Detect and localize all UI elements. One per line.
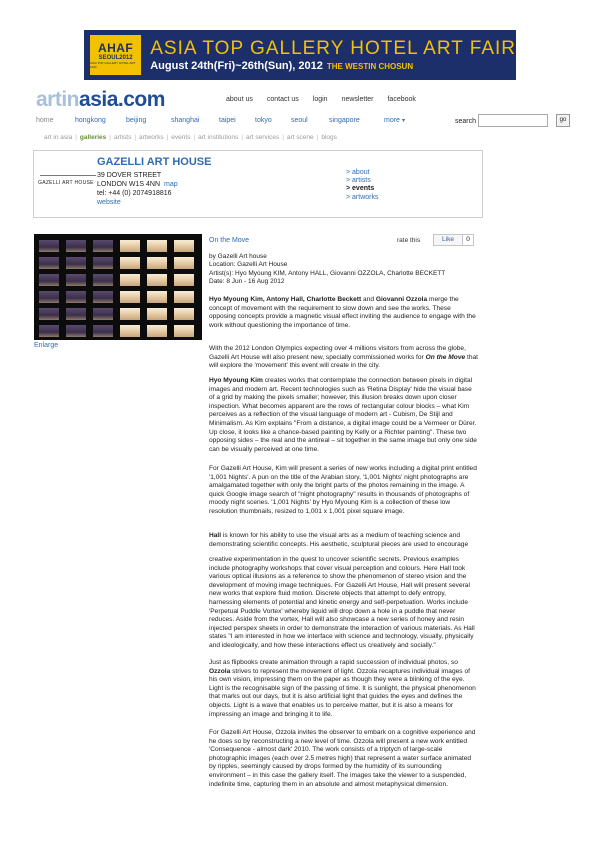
p7-b: strives to represent the movement of light. Ozzola recaptures individual images of his own vision, impressing them on the paper as though they were a blinking of the eye. Light is the recognisable sign of the passing of time. It is sunlight, the physical phenomenon that marks out our days, but it is also artificial light that guides the eyes and defines the objects. Light is a wave that enables us to perceive matter, but it is also a means for impressing an image and bringing it to life.	[209, 667, 476, 718]
about-us-link[interactable]: about us	[226, 96, 253, 103]
gallery-logo: GAZELLI ART HOUSE	[38, 180, 94, 186]
photo-thumbnail	[66, 308, 86, 320]
paragraph-4: For Gazelli Art House, Kim will present a series of new works including a digital print entitled '1,001 Nights'. A pun on the title of the Arabian story, '1,001 Nights' night photographs are amalgamated together with only the bright parts of the photos remaining in the image. A quick Google image search of "night photography" results in thousands of photographs of moody night scenes. '1,001 Nights' by Hyo Myoung Kim is a collection of these low resolution thumbnails, resized to 1,001 x 1,001 pixel square image.	[209, 465, 477, 515]
photo-thumbnail	[39, 274, 59, 286]
enlarge-link[interactable]: Enlarge	[34, 342, 59, 349]
event-date: Date: 8 Jun - 16 Aug 2012	[209, 278, 285, 286]
photo-thumbnail	[120, 240, 140, 252]
paragraph-8: For Gazelli Art House, Ozzola invites the observer to embark on a cognitive experience and he does so by reconstructing a new level of time. Ozzola will present a new work entitled 'Consequence - almost dark' 2010. The work consists of a triptych of large-scale photographic images (each over 2.5 metres high) that represent a water surface animated by ripples, seemingly caused by drops formed by the humidity of its surrounding environment – in this case the gallery itself. The images take the viewer to a suspended, indefinite time, capturing them in an absolute and almost metaphysical dimension.	[209, 729, 476, 788]
login-link[interactable]: login	[312, 96, 328, 103]
photo-thumbnail	[93, 257, 113, 269]
nav-tokyo[interactable]: tokyo	[255, 117, 272, 124]
paragraph-7	[209, 659, 479, 719]
photo-thumbnail	[39, 325, 59, 337]
photo-thumbnail	[120, 291, 140, 303]
photo-thumbnail	[66, 257, 86, 269]
subnav-separator: |	[75, 134, 77, 141]
photo-thumbnail	[147, 308, 167, 320]
gallery-events-link[interactable]: > events	[346, 185, 375, 193]
photo-thumbnail	[147, 240, 167, 252]
photo-thumbnail	[93, 274, 113, 286]
photo-thumbnail	[66, 325, 86, 337]
subnav-separator: |	[241, 134, 243, 141]
nav-singapore[interactable]: singapore	[329, 117, 360, 124]
photo-thumbnail	[93, 240, 113, 252]
subnav-art-scene[interactable]: art scene	[286, 134, 314, 141]
section-subnav	[44, 134, 337, 141]
site-logo[interactable]	[36, 88, 165, 112]
photo-thumbnail	[147, 291, 167, 303]
gallery-tel: tel: +44 (0) 2074918816	[97, 190, 172, 197]
photo-thumbnail	[66, 240, 86, 252]
nav-hongkong[interactable]: hongkong	[75, 117, 106, 124]
event-meta	[209, 253, 445, 287]
p3-rest: creates works that contemplate the connection between pixels in digital images and modern art. Recent technologies such as 'Retina Display' hide the visual base of a grid by making the pixels smaller; however, this illusion breaks down upon closer inspection. What becomes apparent are the rows of rectangular colour blocks – what Kim perceives as a reflection of the visual language of modern art - Cubism, De Stijl and Minimalism. As Kim explains "From a distance, a digital image could be a Vermeer or Dürer. Up close, it looks like a chance-based painting by Kelly or a Richter painting". These two opposing sides – the real and the antireal – sit together in the same image but only one side can be visually perceived at one time.	[209, 377, 477, 453]
photo-thumbnail	[120, 325, 140, 337]
gallery-artworks-link[interactable]: > artworks	[346, 193, 379, 201]
p1-names: Hyo Myoung Kim, Antony Hall, Charlotte Beckett	[209, 296, 362, 303]
nav-beijing[interactable]: beijing	[126, 117, 147, 124]
subnav-separator: |	[193, 134, 196, 141]
subnav-art-services[interactable]: art services	[245, 134, 280, 141]
paragraph-5	[209, 532, 479, 549]
like-button[interactable]: Like	[433, 234, 463, 246]
nav-home[interactable]: home	[36, 117, 54, 124]
gallery-address-2-row	[97, 180, 178, 189]
event-artists: Artist(s): Hyo Myoung KIM, Antony HALL, Giovanni OZZOLA, Charlotte BECKETT	[209, 269, 446, 277]
paragraph-2	[209, 345, 479, 371]
p2-b: On the Move	[425, 353, 466, 361]
subnav-separator: |	[109, 134, 111, 141]
banner-logo-small: ASIA TOP GALLERY HOTEL ART FAIR	[90, 61, 136, 69]
banner-title: ASIA TOP GALLERY HOTEL ART FAIR	[150, 37, 516, 59]
gallery-address-2: LONDON W1S 4NN	[97, 181, 161, 188]
p1-and: and	[361, 296, 376, 303]
nav-shanghai[interactable]: shanghai	[171, 117, 200, 124]
photo-thumbnail	[39, 240, 59, 252]
banner-venue: THE WESTIN CHOSUN	[326, 61, 414, 71]
subnav-separator: |	[282, 134, 284, 141]
search-go-button[interactable]: go	[556, 114, 570, 127]
p7-a: Just as flipbooks create animation through a rapid succession of individual photos, so	[209, 659, 458, 666]
photo-thumbnail	[39, 308, 59, 320]
photo-thumbnail	[147, 274, 167, 286]
gallery-logo-rule	[40, 175, 96, 176]
event-title[interactable]: On the Move	[209, 237, 250, 244]
paragraph-1	[209, 296, 479, 330]
banner-logo-title: AHAF	[97, 41, 134, 55]
photo-thumbnail	[66, 291, 86, 303]
p3-name: Hyo Myoung Kim	[209, 377, 263, 384]
photo-thumbnail	[174, 274, 194, 286]
subnav-separator: |	[134, 134, 137, 141]
photo-thumbnail	[120, 308, 140, 320]
nav-seoul[interactable]: seoul	[291, 117, 308, 124]
event-by: by Gazelli Art house	[209, 253, 267, 260]
contact-us-link[interactable]: contact us	[266, 96, 299, 103]
logo-part-a: artin	[36, 88, 80, 111]
subnav-artworks[interactable]: artworks	[139, 134, 164, 141]
banner-dates-text: August 24th(Fri)~26th(Sun), 2012	[150, 59, 323, 72]
ad-banner[interactable]	[84, 30, 516, 80]
photo-thumbnail	[93, 308, 113, 320]
photo-thumbnail	[174, 240, 194, 252]
subnav-separator: |	[166, 134, 169, 141]
nav-more-label: more	[384, 117, 400, 124]
logo-part-c: .com	[117, 88, 165, 111]
p1-name2: Giovanni Ozzola	[375, 296, 428, 303]
photo-thumbnail	[120, 257, 140, 269]
photo-thumbnail	[147, 325, 167, 337]
gallery-section-links	[346, 169, 378, 202]
subnav-art-in-asia[interactable]: art in asia	[44, 134, 73, 141]
gallery-address-1: 39 DOVER STREET	[97, 172, 162, 179]
website-link[interactable]: website	[97, 199, 121, 206]
search-input[interactable]	[478, 114, 548, 127]
subnav-separator: |	[316, 134, 319, 141]
map-link[interactable]: map	[164, 181, 178, 188]
p5-rest: is known for his ability to use the visual arts as a medium of teaching science and demonstrating scientific concepts. His aesthetic, sculptural pieces are used to encourage	[209, 532, 469, 548]
photo-thumbnail	[39, 291, 59, 303]
subnav-art-institutions[interactable]: art institutions	[198, 134, 239, 141]
banner-logo-sub: SEOUL2012	[98, 55, 133, 61]
p1-rest: merge the concept of movement with the requirement to slow down and see the works. These opposing concepts provide a magnetic visual effect inviting the audience to engage with the work without questioning the importance of time.	[209, 296, 476, 329]
photo-thumbnail	[174, 257, 194, 269]
event-location: Location: Gazelli Art House	[209, 261, 288, 269]
artwork-image[interactable]	[34, 234, 202, 340]
subnav-galleries[interactable]: galleries	[79, 134, 107, 141]
photo-thumbnail	[147, 257, 167, 269]
search-label: search	[455, 118, 477, 125]
banner-dates	[150, 60, 516, 72]
gallery-artists-link[interactable]: > artists	[346, 177, 371, 185]
p7-name: Ozzola	[209, 667, 231, 675]
gallery-contact	[97, 171, 178, 207]
facebook-link[interactable]: facebook	[387, 96, 416, 103]
gallery-name[interactable]: GAZELLI ART HOUSE	[97, 156, 212, 168]
gallery-about-link[interactable]: > about	[346, 169, 370, 176]
p2-a: With the 2012 London Olympics expecting over 4 millions visitors from across the globe, Gazelli Art House will also present new, specially commissioned works for	[209, 345, 466, 361]
photo-thumbnail	[39, 257, 59, 269]
p5-name: Hall	[209, 532, 222, 539]
chevron-down-icon: ▾	[401, 118, 405, 124]
photo-thumbnail	[174, 308, 194, 320]
subnav-artists[interactable]: artists	[113, 134, 132, 141]
subnav-blogs[interactable]: blogs	[321, 134, 337, 141]
logo-part-b: asia	[79, 88, 118, 111]
banner-logo	[90, 35, 141, 75]
photo-thumbnail	[93, 325, 113, 337]
paragraph-6: creative experimentation in the quest to uncover scientific secrets. Previous examples include photography workshops that cover visual perception and colours. Here Hall took various optical illusions as a reference to show the phenomenon of stereo vision and the development of moving image techniques. For Gazelli Art House, Hall will present several new works that explore fluid motion. Discrete objects that attempt to defy entropy, harnessing elements of potential and kinetic energy and self-perpetuation. Works include 'Perpetual Puddle Vortex' whereby liquid will drop down a hole in a puddle that never reduces. Aside from the vortex, Hall will also showcase a new series of honey and resin injected perspex sheets in order to demonstrate the interaction of various materials. As Hall states "I am interested in how we interface with science and technology, visually, physically and ideologically, and how these interactions effect us creatively and socially."	[209, 556, 475, 649]
rate-label: rate this	[397, 237, 421, 244]
top-links	[226, 96, 416, 103]
photo-thumbnail	[120, 274, 140, 286]
like-count: 0	[462, 234, 474, 246]
paragraph-3	[209, 377, 479, 454]
p2-c: that will explore the 'movement' this event will create in the city.	[209, 353, 479, 370]
photo-thumbnail	[174, 291, 194, 303]
nav-taipei[interactable]: taipei	[219, 117, 236, 124]
subnav-events[interactable]: events	[171, 134, 191, 141]
photo-thumbnail	[174, 325, 194, 337]
photo-thumbnail	[66, 274, 86, 286]
newsletter-link[interactable]: newsletter	[341, 96, 374, 103]
nav-more[interactable]	[384, 117, 405, 124]
gallery-info-box	[33, 150, 483, 218]
photo-thumbnail	[93, 291, 113, 303]
